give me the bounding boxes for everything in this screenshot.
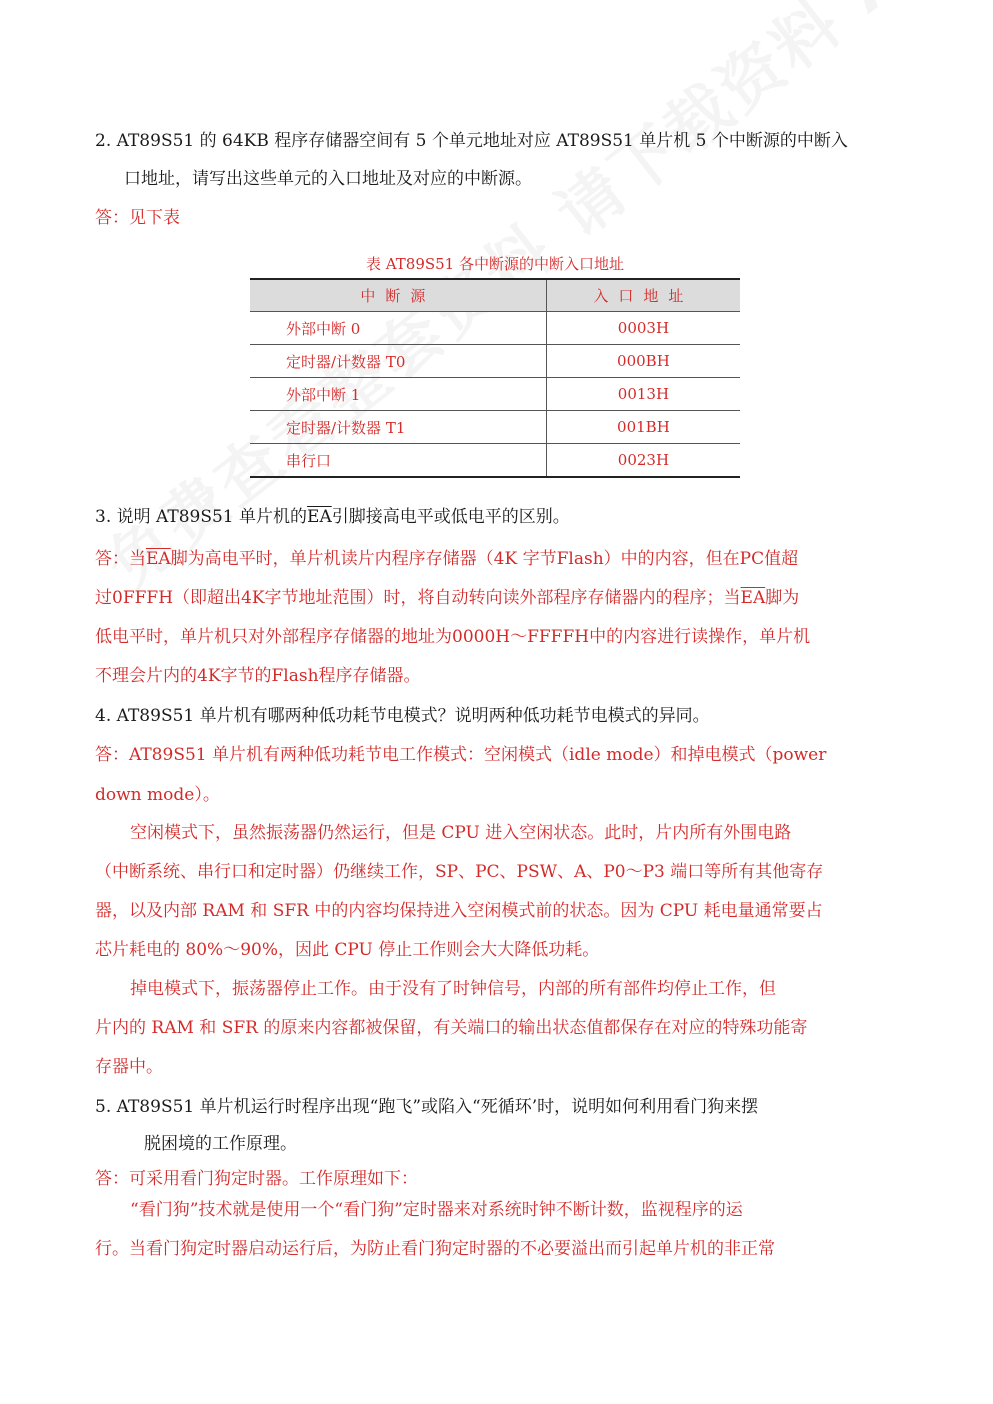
q5-line-2: 脱困境的工作原理。: [144, 1134, 297, 1154]
q4-paragraph-line: 芯片耗电的 80%～90%，因此 CPU 停止工作则会大大降低功耗。: [95, 940, 600, 960]
q4-paragraph-line: 存器中。: [95, 1057, 163, 1077]
interrupt-table: [250, 278, 740, 478]
table-row: [250, 411, 740, 444]
table-caption: 表 AT89S51 各中断源的中断入口地址: [365, 255, 624, 273]
q4-paragraph-line: 空闲模式下，虽然振荡器仍然运行，但是 CPU 进入空闲状态。此时，片内所有外围电路: [130, 823, 792, 843]
q2-line-1: 2. AT89S51 的 64KB 程序存储器空间有 5 个单元地址对应 AT89S51 单片机 5 个中断源的中断入: [95, 131, 848, 151]
ea-pin-label: $\overline{EA}$: [307, 507, 332, 527]
cell-address: 0023H: [546, 444, 740, 478]
table-row: [250, 444, 740, 478]
q5-paragraph-line: “看门狗”技术就是使用一个“看门狗”定时器来对系统时钟不断计数，监视程序的运: [130, 1200, 743, 1220]
q5-answer-line-1: 答：可采用看门狗定时器。工作原理如下：: [95, 1169, 418, 1189]
q3-a1-post: 脚为高电平时，单片机读片内程序存储器（4K 字节Flash）中的内容，但在PC值超: [170, 549, 799, 569]
cell-source: 串行口: [250, 444, 546, 478]
q4-question: 4. AT89S51 单片机有哪两种低功耗节电模式？说明两种低功耗节电模式的异同。: [95, 706, 710, 726]
cell-address: 0003H: [546, 312, 740, 345]
q3-question: [95, 504, 900, 530]
q5-line-1: 5. AT89S51 单片机运行时程序出现“跑飞”或陷入“死循环’时，说明如何利用看门狗来摆: [95, 1097, 759, 1117]
cell-source: 定时器/计数器 T1: [250, 411, 546, 444]
q3-a2-post: 脚为: [765, 588, 800, 608]
cell-source: 外部中断 0: [250, 312, 546, 345]
cell-address: 001BH: [546, 411, 740, 444]
q4-paragraph-line: 器，以及内部 RAM 和 SFR 中的内容均保持进入空闲模式前的状态。因为 CPU 耗电量通常要占: [95, 901, 823, 921]
header-address: 入口地址: [546, 279, 740, 312]
cell-source: 定时器/计数器 T0: [250, 345, 546, 378]
cell-source: 外部中断 1: [250, 378, 546, 411]
table-row: [250, 312, 740, 345]
q4-paragraph-line: 掉电模式下，振荡器停止工作。由于没有了时钟信号，内部的所有部件均停止工作，但: [130, 979, 776, 999]
q3-a1-pre: 答：当: [95, 549, 146, 569]
header-source: 中断源: [250, 279, 546, 312]
q3-answer-line-2: [95, 585, 900, 611]
q3-question-pre: 3. 说明 AT89S51 单片机的: [95, 507, 308, 527]
q3-answer-line-4: 不理会片内的4K字节的Flash程序存储器。: [95, 666, 421, 686]
ea-pin-label: $\overline{EA}$: [740, 588, 766, 608]
q3-answer-line-1: [95, 546, 900, 572]
q3-question-post: 引脚接高电平或低电平的区别。: [331, 507, 570, 527]
cell-address: 000BH: [546, 345, 740, 378]
q2-answer: 答：见下表: [95, 208, 180, 228]
q4-paragraph-line: 片内的 RAM 和 SFR 的原来内容都被保留，有关端口的输出状态值都保存在对应的特殊功能寄: [95, 1018, 808, 1038]
q3-answer-line-3: 低电平时，单片机只对外部程序存储器的地址为0000H～FFFFH中的内容进行读操作，单片机: [95, 627, 811, 647]
q4-paragraph-line: （中断系统、串行口和定时器）仍继续工作，SP、PC、PSW、A、P0～P3 端口等所有其他寄存: [95, 862, 824, 882]
q2-line-2: 口地址，请写出这些单元的入口地址及对应的中断源。: [124, 169, 532, 189]
q4-answer-line-2: down mode）。: [95, 785, 220, 805]
ea-pin-label: $\overline{EA}$: [146, 549, 171, 569]
q3-a2-pre: 过0FFFH（即超出4K字节地址范围）时，将自动转向读外部程序存储器内的程序；当: [95, 588, 741, 608]
q4-answer-line-1: 答：AT89S51 单片机有两种低功耗节电工作模式：空闲模式（idle mode）和掉电模式（power: [95, 745, 827, 765]
table-row: [250, 378, 740, 411]
table-row: [250, 345, 740, 378]
q5-paragraph-line: 行。当看门狗定时器启动运行后，为防止看门狗定时器的不必要溢出而引起单片机的非正常: [95, 1239, 775, 1259]
cell-address: 0013H: [546, 378, 740, 411]
